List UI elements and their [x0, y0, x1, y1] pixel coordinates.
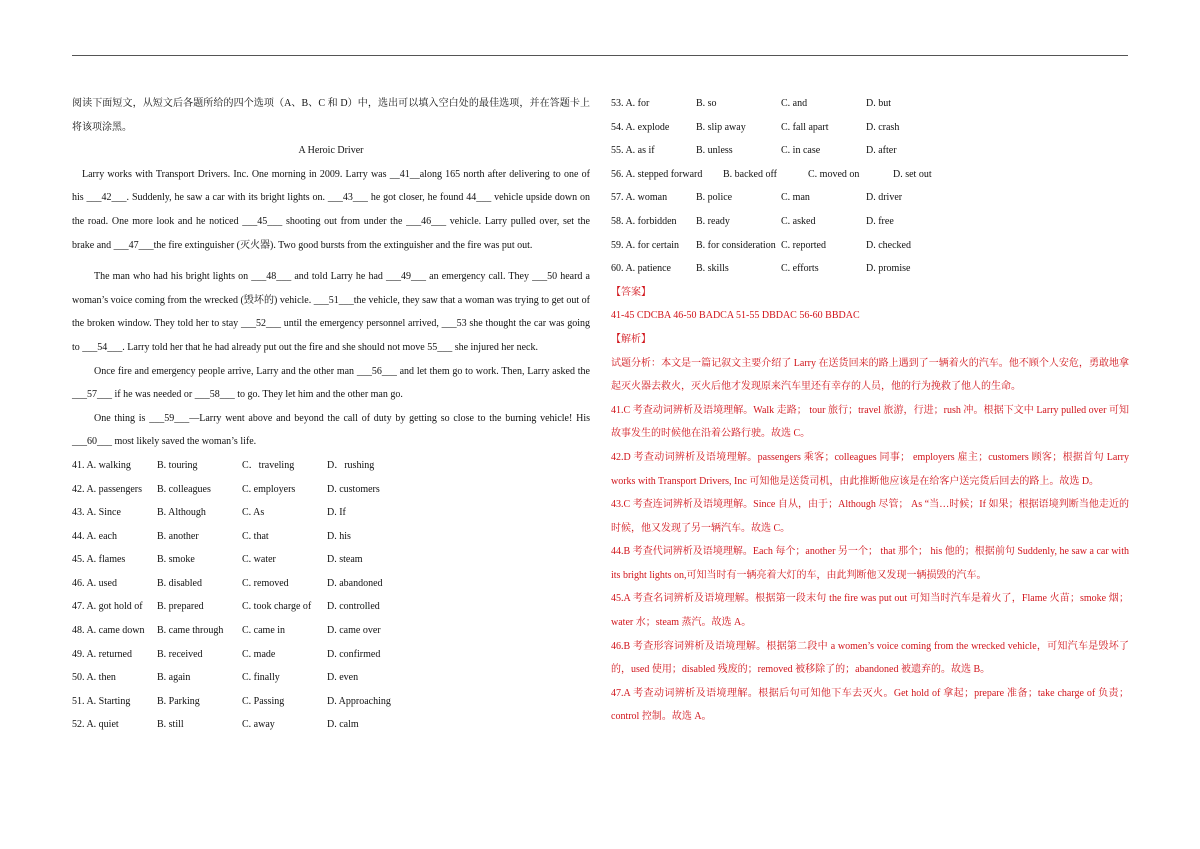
analysis-paragraph: 43.C 考查连词辨析及语境理解。Since 自从，由于；Although 尽管； As “当…时候；If 如果；根据语境判断当他走近的时候，他又发现了另一辆汽车。故选 C。 [611, 499, 1129, 534]
passage-paragraph: Once fire and emergency people arrive, Larry and the other man ___56___ and let them go to work. Then, Larry asked the ___57___ if he was needed or ___58___ to go. They let him and the other man go. [72, 365, 590, 401]
option-row: 42. A. passengers B. colleagues C. employers D. customers [72, 483, 380, 495]
option-row: 58. A. forbidden B. ready C. asked D. free [611, 215, 894, 227]
analysis-heading: 【解析】 [611, 333, 651, 345]
option-row: 57. A. woman B. police C. man D. driver [611, 192, 903, 204]
option-row: 59. A. for certain B. for consideration C. reported D. checked [611, 239, 911, 251]
option-row: 55. A. as if B. unless C. in case D. after [611, 145, 897, 157]
option-row: 41. A. walking B. touring C．traveling D．rushing [72, 459, 375, 471]
passage-title: A Heroic Driver [298, 145, 364, 157]
instructions: 阅读下面短文，从短文后各题所给的四个选项（A、B、C 和 D）中，选出可以填入空白处的最佳选项，并在答题卡上将该项涂黑。 [72, 98, 590, 133]
left-column [72, 92, 590, 737]
analysis-paragraph: 42.D 考查动词辨析及语境理解。passengers 乘客；colleagues 同事； employers 雇主；customers 顾客；根据首句 Larry works with Transport Drivers, Inc 可知他是送货司机，由此推断他应该是在给客户送完货后回去的路上。故选 D。 [611, 451, 1129, 487]
option-row: 51. A. Starting B. Parking C. Passing D. Approaching [72, 695, 391, 707]
passage-paragraph: One thing is ___59___—Larry went above and beyond the call of duty by getting so close to the burning vehicle! His ___60___ most likely saved the woman’s life. [72, 412, 590, 448]
option-row: 46. A. used B. disabled C. removed D. abandoned [72, 577, 383, 589]
answer-key: 41-45 CDCBA 46-50 BADCA 51-55 DBDAC 56-60 BBDAC [611, 310, 860, 322]
analysis-paragraph: 47.A 考查动词辨析及语境理解。根据后句可知他下车去灭火。Get hold of 拿起；prepare 准备；take charge of 负责；control 控制。故选 A。 [611, 687, 1129, 723]
option-row: 60. A. patience B. skills C. efforts D. promise [611, 263, 911, 275]
analysis-paragraph: 41.C 考查动词辨析及语境理解。Walk 走路； tour 旅行；travel 旅游，行进；rush 冲。根据下文中 Larry pulled over 可知故事发生的时候他在沿着公路行驶。故选 C。 [611, 404, 1129, 440]
option-row: 53. A. for B. so C. and D. but [611, 98, 891, 109]
passage-paragraph: The man who had his bright lights on ___48___ and told Larry he had ___49___ an emergency call. They ___50 heard a woman’s voice coming from the wrecked (毁坏的) vehicle. ___51___the vehicle, they saw that a woman was trying to get out of the broken window. They told her to stay ___52___ until the emergency personnel arrived, ___53 she thought the car was going to ___54___. Larry told her that he had already put out the fire and she should not move 55___ she injured her neck. [72, 271, 590, 353]
option-row: 50. A. then B. again C. finally D. even [72, 672, 359, 684]
option-row: 54. A. explode B. slip away C. fall apart D. crash [611, 121, 900, 133]
option-row: 45. A. flames B. smoke C. water D. steam [72, 554, 363, 566]
option-row: 47. A. got hold of B. prepared C. took charge of D. controlled [72, 601, 380, 613]
option-row: 52. A. quiet B. still C. away D. calm [72, 719, 359, 731]
passage-paragraph: Larry works with Transport Drivers. Inc. One morning in 2009. Larry was __41__along 165 north after delivering to one of his ___42___. Suddenly, he saw a car with its bright lights on. ___43___ he got closer, he found 44___ vehicle upside down on the road. One more look and he noticed ___45___ shooting out from under the ___46___ vehicle. Larry pulled over, set the brake and ___47___the fire extinguisher (灭火器). Two good bursts from the extinguisher and the fire was put out. [72, 168, 590, 251]
option-row: 49. A. returned B. received C. made D. confirmed [72, 648, 381, 660]
analysis-paragraph: 46.B 考查形容词辨析及语境理解。根据第二段中 a women’s voice coming from the wrecked vehicle，可知汽车是毁坏了的，used 使用；disabled 残废的；removed 被移除了的；abandoned 被遗弃的。故选 B。 [611, 640, 1129, 676]
analysis-paragraph: 44.B 考查代词辨析及语境理解。Each 每个；another 另一个； that 那个； his 他的；根据前句 Suddenly, he saw a car with its bright lights on,可知当时有一辆亮着大灯的车，由此判断他又发现一辆损毁的汽车。 [611, 546, 1129, 581]
option-row: 44. A. each B. another C. that D. his [72, 530, 351, 542]
option-row: 48. A. came down B. came through C. came in D. came over [72, 625, 381, 637]
options-left-list [72, 454, 590, 737]
answer-heading: 【答案】 [611, 286, 651, 298]
right-column [611, 92, 1129, 729]
analysis-paragraph: 45.A 考查名词辨析及语境理解。根据第一段末句 the fire was put out 可知当时汽车是着火了，Flame 火苗；smoke 烟；water 水；steam 蒸汽。故选 A。 [611, 593, 1129, 629]
header-rule [72, 55, 1128, 56]
options-right-list [611, 92, 1129, 281]
option-row: 43. A. Since B. Although C. As D. If [72, 507, 346, 519]
option-row: 56. A. stepped forward B. backed off C. moved on D. set out [611, 168, 932, 180]
analysis-paragraph: 试题分析：本文是一篇记叙文主要介绍了 Larry 在送货回来的路上遇到了一辆着火的汽车。他不顾个人安危，勇敢地拿起灭火器去救火，灭火后他才发现原来汽车里还有幸存的人员，他的行为挽救了他人的生命。 [611, 357, 1129, 393]
